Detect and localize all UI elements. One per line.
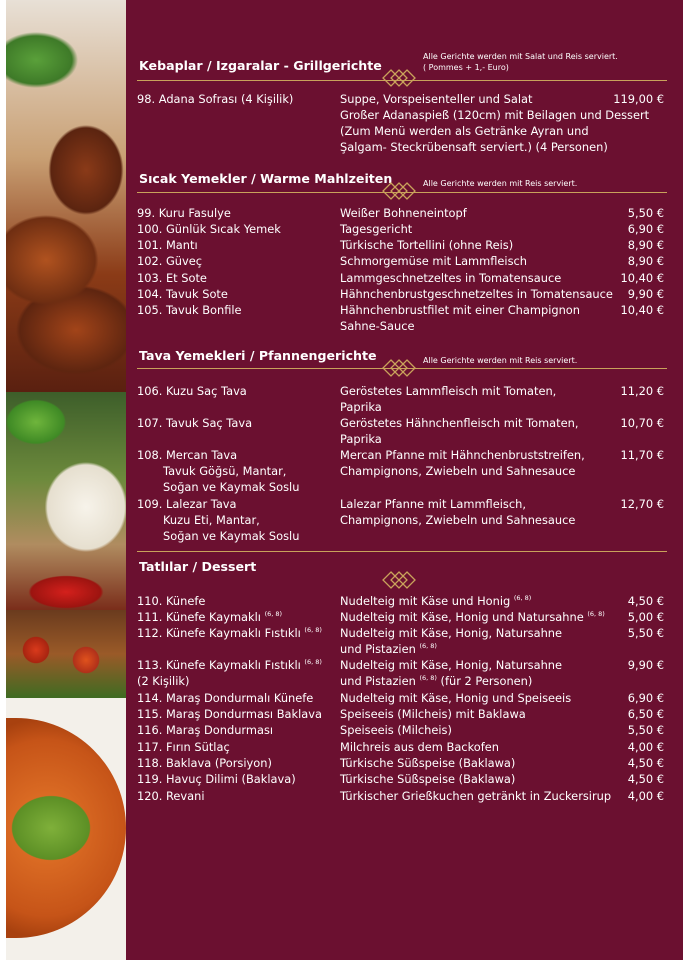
item-name-text: 115. Maraş Dondurması Baklava [137,707,322,721]
item-name-line [137,237,337,253]
item-name-line [137,739,337,755]
item-name-text: 98. Adana Sofrası (4 Kişilik) [137,92,294,106]
item-name [137,270,337,286]
item-name-line [137,788,337,804]
item-description-line [340,383,625,399]
item-name-line [137,625,337,641]
item-name [137,657,337,689]
item-description-line [340,625,625,641]
item-name-line [137,722,337,738]
item-name-text: Soğan ve Kaymak Soslu [163,480,300,494]
item-name [137,739,337,755]
item-description-line [340,302,625,318]
item-description [340,253,625,269]
item-description-line [340,463,625,479]
item-description-text: Türkische Süßspeise (Baklawa) [340,772,516,786]
section-title: Sıcak Yemekler / Warme Mahlzeiten [139,171,393,186]
item-description-text: Nudelteig mit Käse, Honig, Natursahne [340,658,563,672]
section-divider [137,551,667,552]
item-description-text: Speiseeis (Milcheis) mit Baklawa [340,707,526,721]
item-price: 10,40 € [620,271,664,285]
item-description-text: Paprika [340,432,382,446]
item-description-line [340,771,625,787]
item-description [340,722,625,738]
item-description [340,302,625,334]
item-description-line [340,788,625,804]
item-name-text: (2 Kişilik) [137,674,190,688]
item-name-text: 104. Tavuk Sote [137,287,228,301]
diamond-ornament-icon [382,182,416,200]
item-name-text: 106. Kuzu Saç Tava [137,384,247,398]
item-description [340,496,625,528]
item-description-line [340,657,625,673]
item-name [137,706,337,722]
item-description-text: Türkischer Grießkuchen getränkt in Zuckersirup [340,789,612,803]
item-name-line [137,286,337,302]
item-name [137,286,337,302]
item-name-text: 101. Mantı [137,238,198,252]
item-price: 4,50 € [627,594,664,608]
item-price: 4,50 € [627,772,664,786]
item-description-line [340,431,625,447]
item-name-text: 107. Tavuk Saç Tava [137,416,253,430]
item-name [137,593,337,609]
item-price: 11,20 € [620,384,664,398]
item-description-text: Hähnchenbrustfilet mit einer Champignon [340,303,580,317]
rice-salad-photo [6,392,126,610]
item-name-text: 109. Lalezar Tava [137,497,237,511]
tomato-salad-photo [6,610,126,698]
item-description [340,657,625,689]
item-name-text: 108. Mercan Tava [137,448,238,462]
item-price: 9,90 € [627,287,664,301]
item-price: 10,40 € [620,303,664,317]
item-name [137,383,337,399]
item-description-text: Sahne-Sauce [340,319,415,333]
item-name-text: 120. Revani [137,789,205,803]
item-name-line [137,463,337,479]
item-name-line [137,91,337,107]
item-description-text: und Pistazien [340,642,416,656]
item-name [137,625,337,641]
item-description-text: Nudelteig mit Käse, Honig und Natursahne [340,610,584,624]
item-name [137,302,337,318]
item-description-text: Großer Adanaspieß (120cm) mit Beilagen und Dessert [340,108,650,122]
item-description-line [340,512,625,528]
section-note [423,51,618,73]
item-name-text: 116. Maraş Dondurması [137,723,274,737]
item-name-line [137,512,337,528]
item-name [137,788,337,804]
item-description-line [340,270,625,286]
allergen-note: (6, 8) [419,642,437,650]
item-description [340,706,625,722]
item-name-line [137,496,337,512]
item-name-text: 99. Kuru Fasulye [137,206,231,220]
item-description [340,415,625,447]
item-description-text: Weißer Bohneneintopf [340,206,467,220]
item-description-text: Paprika [340,400,382,414]
allergen-note: (6, 8) [304,626,322,634]
item-name-text: 117. Fırın Sütlaç [137,740,230,754]
item-name-line [137,755,337,771]
item-description-line [340,722,625,738]
diamond-ornament-icon [382,69,416,87]
item-price: 5,50 € [627,723,664,737]
item-name [137,609,337,625]
item-name-text: 118. Baklava (Porsiyon) [137,756,272,770]
item-description-text: Geröstetes Lammfleisch mit Tomaten, [340,384,557,398]
item-name-line [137,673,337,689]
item-price: 4,00 € [627,789,664,803]
item-price: 5,50 € [627,626,664,640]
item-description-line [340,107,650,123]
item-name-text: 111. Künefe Kaymaklı [137,610,261,624]
section-note-line: Alle Gerichte werden mit Reis serviert. [423,356,578,365]
item-price: 119,00 € [613,92,664,106]
item-description-line [340,205,625,221]
grill-meat-photo [6,0,126,392]
item-description [340,237,625,253]
item-description-line [340,593,625,609]
item-name [137,771,337,787]
item-name-line [137,706,337,722]
item-description-line [340,318,625,334]
item-description [340,447,625,479]
item-name-text: Soğan ve Kaymak Soslu [163,529,300,543]
item-name-line [137,447,337,463]
section-note-line: Alle Gerichte werden mit Reis serviert. [423,179,578,188]
item-description-text: Tagesgericht [340,222,413,236]
item-description-line [340,286,625,302]
item-name [137,722,337,738]
item-name-line [137,415,337,431]
item-description-text: Şalgam- Steckrübensaft serviert.) (4 Personen) [340,140,608,154]
item-name-line [137,528,337,544]
item-name [137,755,337,771]
item-price: 6,50 € [627,707,664,721]
item-name-line [137,609,337,625]
section-title: Kebaplar / Izgaralar - Grillgerichte [139,58,382,73]
item-description-line [340,690,625,706]
item-name-text: 119. Havuç Dilimi (Baklava) [137,772,296,786]
item-description-text: Champignons, Zwiebeln und Sahnesauce [340,513,576,527]
item-name-line [137,771,337,787]
item-description [340,625,625,657]
item-name [137,690,337,706]
item-description-text: Türkische Süßspeise (Baklawa) [340,756,516,770]
item-name-line [137,657,337,673]
item-name-text: 100. Günlük Sıcak Yemek [137,222,281,236]
item-price: 5,50 € [627,206,664,220]
item-price: 8,90 € [627,254,664,268]
item-description-text: Mercan Pfanne mit Hähnchenbruststreifen, [340,448,585,462]
allergen-note: (6, 8) [304,658,322,666]
item-name-line [137,479,337,495]
item-description-line [340,739,625,755]
section-title: Tatlılar / Dessert [139,559,257,574]
item-name-line [137,383,337,399]
item-description [340,593,625,609]
item-description-line [340,755,625,771]
item-description [340,286,625,302]
item-description-line [340,673,625,689]
item-name-text: 103. Et Sote [137,271,207,285]
item-price: 6,90 € [627,691,664,705]
item-name-text: 114. Maraş Dondurmalı Künefe [137,691,314,705]
item-name [137,237,337,253]
section-note-line: Alle Gerichte werden mit Salat und Reis serviert. [423,52,618,61]
item-name-line [137,253,337,269]
item-name [137,415,337,431]
item-description-line [340,641,625,657]
diamond-ornament-icon [382,571,416,589]
item-description-text: Speiseeis (Milcheis) [340,723,452,737]
item-description-line [340,221,625,237]
item-name-text: Tavuk Göğsü, Mantar, [163,464,287,478]
item-name [137,253,337,269]
item-price: 4,00 € [627,740,664,754]
item-description [340,270,625,286]
item-description-line [340,399,625,415]
item-description-line [340,237,625,253]
item-description-line [340,139,625,155]
item-description-text: Milchreis aus dem Backofen [340,740,499,754]
item-price: 12,70 € [620,497,664,511]
allergen-note: (6, 8) [587,610,605,618]
item-description-text: Nudelteig mit Käse und Honig [340,594,511,608]
item-description [340,771,625,787]
allergen-note: (6, 8) [264,610,283,618]
item-description-line [340,123,625,139]
item-description-text: Nudelteig mit Käse, Honig und Speiseeis [340,691,572,705]
item-description-text: Geröstetes Hähnchenfleisch mit Tomaten, [340,416,579,430]
item-name-text: 105. Tavuk Bonfile [137,303,242,317]
item-price: 8,90 € [627,238,664,252]
section-note [423,355,577,366]
item-name-text: 113. Künefe Kaymaklı Fıstıklı [137,658,301,672]
item-price: 10,70 € [620,416,664,430]
item-description-line [340,496,625,512]
item-price: 6,90 € [627,222,664,236]
allergen-note: (6, 8) [419,674,437,682]
item-description [340,755,625,771]
item-name-line [137,205,337,221]
item-description-line [340,253,625,269]
item-description-text: Lalezar Pfanne mit Lammfleisch, [340,497,526,511]
item-name-text: 110. Künefe [137,594,206,608]
item-description-text: Champignons, Zwiebeln und Sahnesauce [340,464,576,478]
item-description-text: Schmorgemüse mit Lammfleisch [340,254,528,268]
item-description [340,383,625,415]
item-description-text: Suppe, Vorspeisenteller und Salat [340,92,533,106]
item-name-line [137,270,337,286]
food-photo-strip [0,0,126,960]
item-description [340,609,625,625]
item-description-text: und Pistazien [340,674,416,688]
item-name-line [137,302,337,318]
item-description-text: Hähnchenbrustgeschnetzeltes in Tomatensauce [340,287,613,301]
item-description-text: Türkische Tortellini (ohne Reis) [340,238,514,252]
item-name-text: 112. Künefe Kaymaklı Fıstıklı [137,626,301,640]
item-price: 11,70 € [620,448,664,462]
item-price: 4,50 € [627,756,664,770]
section-title: Tava Yemekleri / Pfannengerichte [139,348,377,363]
item-name [137,205,337,221]
item-description-line [340,706,625,722]
item-description [340,788,625,804]
item-name-line [137,690,337,706]
item-price: 9,90 € [627,658,664,672]
section-note-line: ( Pommes + 1,- Euro) [423,63,509,72]
allergen-note: (6, 8) [513,594,532,602]
item-name-line [137,593,337,609]
section-note [423,178,577,189]
item-description-text: (Zum Menü werden als Getränke Ayran und [340,124,589,138]
item-description-line [340,415,625,431]
kunefe-dessert-photo [6,698,126,960]
item-price: 5,00 € [627,610,664,624]
item-name-text: 102. Güveç [137,254,203,268]
item-name [137,496,337,544]
item-description-line [340,447,625,463]
item-description [340,690,625,706]
item-description-line [340,609,625,625]
item-description [340,221,625,237]
item-description [340,205,625,221]
item-description-text: Lammgeschnetzeltes in Tomatensauce [340,271,562,285]
item-description [340,739,625,755]
diamond-ornament-icon [382,359,416,377]
item-name [137,447,337,495]
item-name [137,221,337,237]
item-name [137,91,337,107]
item-description-text: Nudelteig mit Käse, Honig, Natursahne [340,626,563,640]
item-description-line [340,91,625,107]
item-name-text: Kuzu Eti, Mantar, [163,513,260,527]
item-description-suffix: (für 2 Personen) [436,674,533,688]
item-name-line [137,221,337,237]
